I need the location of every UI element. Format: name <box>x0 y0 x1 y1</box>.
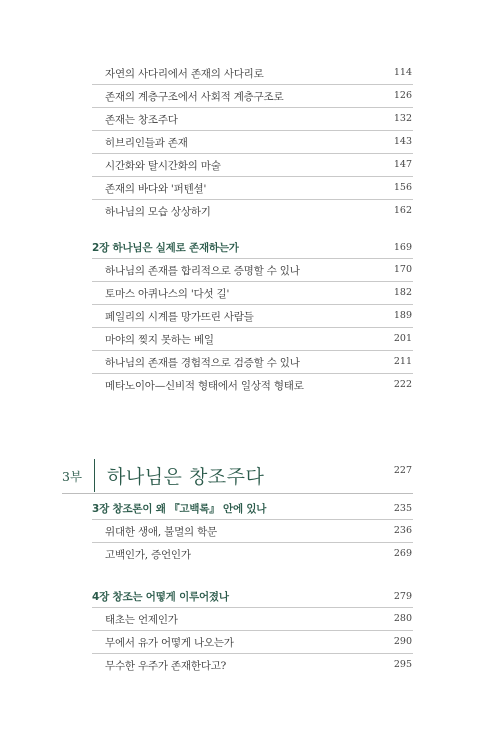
toc-entry <box>0 633 500 653</box>
divider <box>92 199 413 200</box>
divider <box>92 258 413 259</box>
toc-entry <box>0 307 500 327</box>
toc-entry-title: 무에서 유가 어떻게 나오는가 <box>105 637 234 649</box>
toc-entry <box>0 202 500 222</box>
toc-entry-title: 위대한 생애, 불멸의 학문 <box>105 526 217 538</box>
part-separator-bar <box>94 459 95 492</box>
toc-entry-page: 162 <box>393 205 412 216</box>
toc-entry-page: 236 <box>393 525 412 536</box>
chapter-page: 169 <box>393 242 412 253</box>
chapter-heading <box>0 589 500 609</box>
toc-entry <box>0 179 500 199</box>
toc-entry-title: 시간화와 탈시간화의 마술 <box>105 160 221 172</box>
toc-entry <box>0 64 500 84</box>
divider <box>92 130 413 131</box>
toc-entry-page: 126 <box>393 90 412 101</box>
divider <box>92 542 413 543</box>
part-divider <box>62 493 413 494</box>
toc-entry-page: 156 <box>393 182 412 193</box>
toc-entry-title: 하나님의 존재를 경험적으로 검증할 수 있나 <box>105 357 300 369</box>
divider <box>92 519 413 520</box>
toc-entry-title: 하나님의 존재를 합리적으로 증명할 수 있나 <box>105 265 300 277</box>
divider <box>92 327 413 328</box>
toc-entry <box>0 284 500 304</box>
toc-entry-page: 147 <box>393 159 412 170</box>
toc-entry <box>0 110 500 130</box>
toc-entry <box>0 133 500 153</box>
chapter-title: 3장 창조론이 왜 『고백록』 안에 있나 <box>92 503 267 515</box>
toc-entry <box>0 522 500 542</box>
toc-entry <box>0 545 500 565</box>
toc-entry-title: 토마스 아퀴나스의 '다섯 길' <box>105 288 230 300</box>
divider <box>92 653 413 654</box>
toc-entry-title: 히브리인들과 존재 <box>105 137 188 149</box>
toc-entry-title: 메타노이아—신비적 형태에서 일상적 형태로 <box>105 380 304 392</box>
toc-entry-title: 존재는 창조주다 <box>105 114 178 126</box>
divider <box>92 153 413 154</box>
divider <box>92 630 413 631</box>
chapter-heading <box>0 501 500 521</box>
toc-entry-page: 170 <box>393 264 412 275</box>
part-title: 하나님은 창조주다 <box>107 466 265 488</box>
toc-entry-page: 269 <box>393 548 412 559</box>
divider <box>92 350 413 351</box>
toc-entry <box>0 261 500 281</box>
toc-entry-page: 280 <box>393 613 412 624</box>
toc-entry-title: 존재의 계층구조에서 사회적 계층구조로 <box>105 91 284 103</box>
chapter-page: 235 <box>393 503 412 514</box>
toc-entry-page: 182 <box>393 287 412 298</box>
chapter-title: 2장 하나님은 실제로 존재하는가 <box>92 242 239 254</box>
chapter-title: 4장 창조는 어떻게 이루어졌나 <box>92 591 229 603</box>
toc-entry-title: 마야의 찢지 못하는 베일 <box>105 334 214 346</box>
toc-entry-page: 222 <box>393 379 412 390</box>
toc-entry-page: 295 <box>393 659 412 670</box>
divider <box>92 373 413 374</box>
divider <box>92 281 413 282</box>
divider <box>92 304 413 305</box>
toc-entry-page: 114 <box>393 67 412 78</box>
toc-entry <box>0 156 500 176</box>
toc-entry-page: 132 <box>393 113 412 124</box>
divider <box>92 176 413 177</box>
toc-entry-title: 무수한 우주가 존재한다고? <box>105 660 227 672</box>
divider <box>92 607 413 608</box>
part-label: 3부 <box>62 469 83 484</box>
part-page: 227 <box>393 465 412 476</box>
toc-entry-title: 존재의 바다와 '퍼텐셜' <box>105 183 207 195</box>
toc-entry <box>0 87 500 107</box>
divider <box>92 107 413 108</box>
toc-entry-title: 고백인가, 증언인가 <box>105 549 191 561</box>
chapter-page: 279 <box>393 591 412 602</box>
chapter-heading <box>0 240 500 260</box>
toc-entry-title: 페일리의 시계를 망가뜨린 사람들 <box>105 311 254 323</box>
toc-entry-page: 143 <box>393 136 412 147</box>
toc-entry <box>0 656 500 676</box>
toc-entry <box>0 376 500 396</box>
toc-entry-page: 211 <box>393 356 412 367</box>
toc-entry <box>0 330 500 350</box>
toc-entry-page: 290 <box>393 636 412 647</box>
toc-entry <box>0 353 500 373</box>
toc-entry-title: 자연의 사다리에서 존재의 사다리로 <box>105 68 264 80</box>
toc-entry <box>0 610 500 630</box>
divider <box>92 84 413 85</box>
toc-entry-page: 189 <box>393 310 412 321</box>
toc-entry-page: 201 <box>393 333 412 344</box>
toc-entry-title: 태초는 언제인가 <box>105 614 178 626</box>
toc-entry-title: 하나님의 모습 상상하기 <box>105 206 211 218</box>
